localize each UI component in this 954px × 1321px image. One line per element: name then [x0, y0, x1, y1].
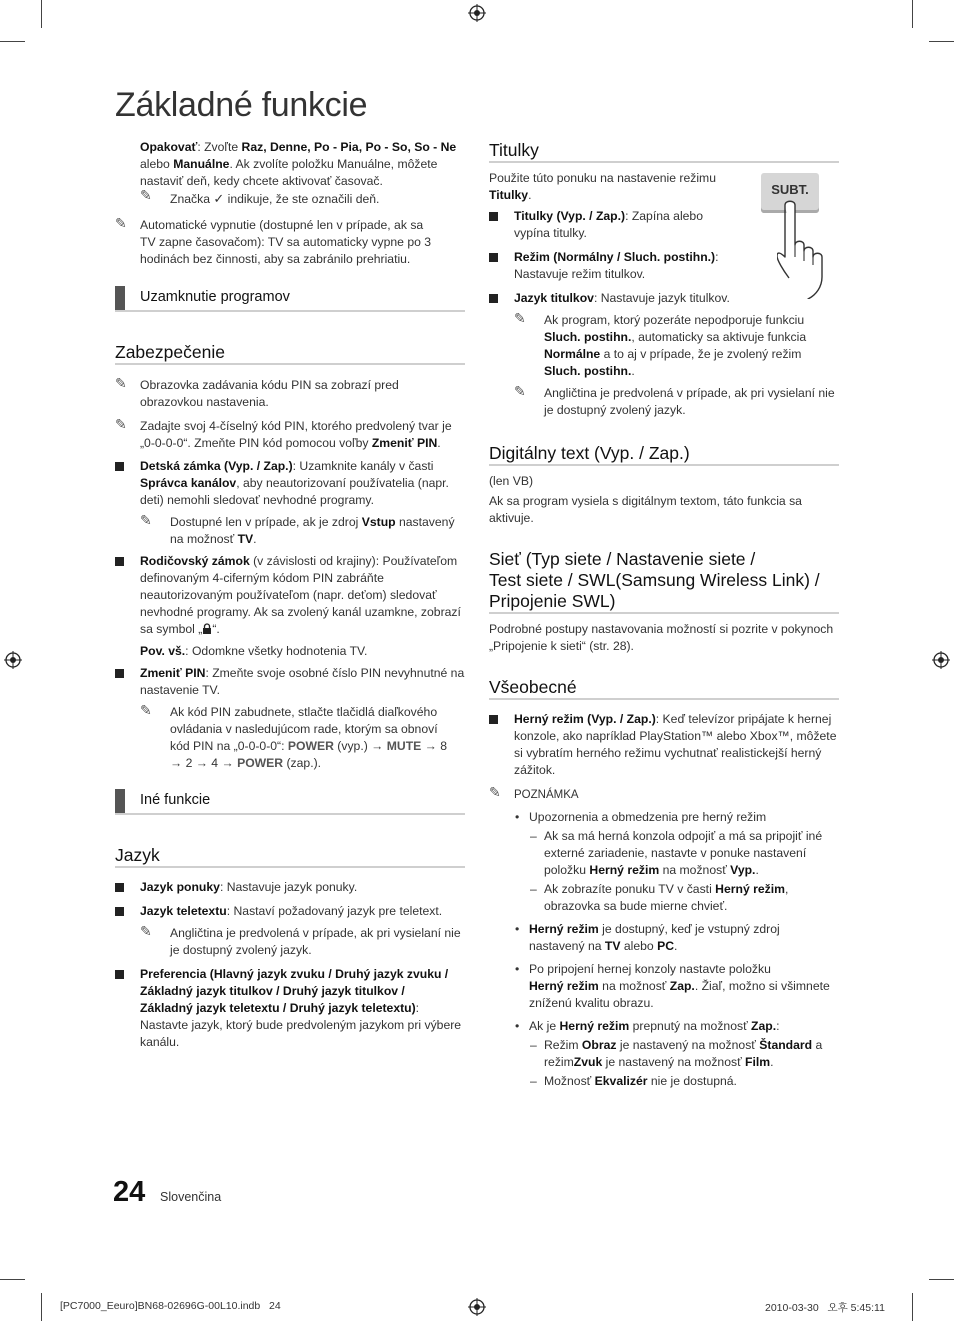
text: alebo — [140, 157, 174, 171]
text: , aby neautorizovaní používatelia (napr. — [236, 476, 449, 490]
lock-icon — [202, 623, 212, 634]
pc-ref: PC — [657, 939, 674, 953]
change-pin-ref: Zmeniť PIN — [371, 436, 438, 450]
parental-lock-item — [115, 553, 492, 660]
teletext-language-label: Jazyk teletextu — [140, 904, 227, 918]
game-mode-ref: Herný režim — [589, 863, 660, 877]
text: Možnosť — [544, 1074, 595, 1088]
note-dash-item: – Ak sa má herná konzola odpojiť a má sa pripojiť iné externé zariadenie, nastavte v ponuke nastavení položku Herný režim na možnosť Vyp.. — [529, 828, 866, 879]
text: (zap.). — [283, 756, 322, 770]
text: Ak program, ktorý pozeráte nepodporuje funkciu — [544, 313, 805, 327]
text: (len VB) — [489, 474, 534, 488]
titulky-intro: Použite túto ponuku na nastavenie režimu Titulky. — [489, 170, 749, 204]
text: nie je dostupná. — [647, 1074, 737, 1088]
subtitle-mode-item: Režim (Normálny / Sluch. postihn.): Nastavuje režim titulkov. — [489, 249, 774, 283]
text: nevhodné programy. Ak sa zvolený kanál uzamkne, zobrazí — [140, 605, 461, 619]
channel-manager-ref: Správca kanálov — [140, 476, 237, 490]
registration-mark-icon — [468, 1298, 486, 1316]
text: na možnosť — [659, 863, 731, 877]
text: deti) nemohli sledovať nevhodné programy. — [140, 493, 375, 507]
text: : Zmeňte svoje osobné číslo PIN nevyhnutné na — [205, 666, 465, 680]
dash-icon: – — [530, 1074, 537, 1088]
teletext-note — [140, 925, 492, 959]
section-bar — [115, 789, 125, 813]
text: vypína titulky. — [514, 226, 587, 240]
text: Ak zobrazíte ponuku TV v časti — [544, 882, 716, 896]
text: si vybratím herného režimu vychutnať realistickejší herný — [514, 746, 822, 760]
subtitles-onoff-item — [489, 208, 774, 242]
text: Zadajte svoj 4-číselný kód PIN, ktorého predvolený tvar je — [140, 419, 452, 433]
subtitle-note-1: ✎ Ak program, ktorý pozeráte nepodporuje funkciu Sluch. postihn., automaticky sa aktivuje funkcia Normálne a to aj v prípade, že je zvolený režim Sluch. postihn.. — [514, 312, 866, 380]
pointing-hand-icon — [777, 199, 841, 299]
section-title: Iné funkcie — [140, 792, 211, 808]
film-ref: Film — [745, 1055, 771, 1069]
text: indikuje, že ste označili deň. — [227, 192, 380, 206]
bullet-square-icon — [489, 715, 498, 724]
dash-icon: – — [530, 1038, 537, 1052]
note-pencil-icon: ✎ — [140, 187, 152, 203]
text: a to aj v prípade, že je zvolený režim — [600, 347, 802, 361]
text: : Nastavuje jazyk ponuky. — [219, 880, 358, 894]
text: konzole, ako napríklad PlayStation™ alebo Xbox™, môžete — [514, 729, 837, 743]
text: Režim — [544, 1038, 582, 1052]
pin-reset-note — [140, 704, 492, 772]
text: Angličtina je predvolená v prípade, ak pri vysielaní nie — [544, 386, 835, 400]
dash-icon: – — [530, 829, 537, 843]
bullet-square-icon — [489, 253, 498, 262]
text: → 2 → 4 → — [170, 756, 238, 770]
text: Upozornenia a obmedzenia pre herný režim — [529, 810, 767, 824]
change-pin-label: Zmeniť PIN — [140, 666, 206, 680]
text: Angličtina je predvolená v prípade, ak pri vysielaní nie — [170, 926, 461, 940]
game-mode-ref: Herný režim — [559, 1019, 630, 1033]
footer-timestamp: 2010-03-30 오후 5:45:11 — [765, 1302, 885, 1314]
child-lock-item — [115, 458, 492, 548]
text: obrazovka sa bude mierne chvieť. — [544, 899, 728, 913]
text: : Zapína alebo — [625, 209, 703, 223]
text: . Ak zvolíte položku Manuálne, môžete — [229, 157, 438, 171]
text: režim — [544, 1055, 574, 1069]
registration-mark-icon — [4, 651, 22, 669]
text: : Keď televízor pripájate k hernej — [655, 712, 832, 726]
section-other-header — [115, 789, 465, 815]
normal-ref: Normálne — [544, 347, 601, 361]
zabezpecenie-note2: ✎ Zadajte svoj 4-číselný kód PIN, ktorého predvolený tvar je „0-0-0-0“. Zmeňte PIN kód pomocou voľby Zmeniť PIN. — [115, 418, 492, 452]
text: „0-0-0-0“. Zmeňte PIN kód pomocou voľby — [140, 436, 372, 450]
subtitle-language-item — [489, 290, 866, 419]
standard-ref: Štandard — [759, 1038, 813, 1052]
digital-text-body — [489, 473, 841, 527]
preference-label: Základný jazyk titulkov / Druhý jazyk titulkov / — [140, 984, 405, 998]
jazyk-heading: Jazyk — [115, 844, 465, 868]
crop-mark — [912, 1293, 913, 1321]
text: Ak kód PIN zabudnete, stlačte tlačidlá diaľkového — [170, 705, 438, 719]
text: je nastavený na možnosť — [602, 1055, 746, 1069]
note-dash-item: – Ak zobrazíte ponuku TV v časti Herný režim, obrazovka sa bude mierne chvieť. — [529, 881, 866, 915]
crop-mark — [41, 0, 42, 28]
text: : Nastavuje jazyk titulkov. — [593, 291, 730, 305]
subtitles-onoff-label: Titulky (Vyp. / Zap.) — [514, 209, 626, 223]
digital-text-heading: Digitálny text (Vyp. / Zap.) — [489, 442, 839, 466]
dash-icon: – — [530, 882, 537, 896]
text: → 8 — [421, 739, 448, 753]
crop-mark — [929, 41, 954, 42]
text: alebo — [620, 939, 658, 953]
child-lock-label: Detská zámka (Vyp. / Zap.) — [140, 459, 293, 473]
network-body — [489, 621, 841, 655]
text: „Pripojenie k sieti“ (str. 28). — [489, 639, 634, 653]
repeat-label: Opakovať — [140, 140, 198, 154]
network-heading — [489, 549, 839, 614]
parental-lock-label: Rodičovský zámok — [140, 554, 250, 568]
preference-label: Základný jazyk teletextu / Druhý jazyk teletextu) — [140, 1001, 416, 1015]
text: Dostupné len v prípade, ak je zdroj — [170, 515, 362, 529]
game-mode-item — [489, 711, 866, 779]
hearing-impaired-ref: Sluch. postihn. — [544, 364, 632, 378]
bullet-square-icon — [489, 294, 498, 303]
bullet-square-icon — [115, 669, 124, 678]
note-pencil-icon: ✎ — [489, 784, 501, 800]
bullet-square-icon — [115, 883, 124, 892]
text: zážitok. — [514, 763, 556, 777]
note-bullet-1 — [514, 809, 866, 915]
section-title: Uzamknutie programov — [140, 289, 290, 305]
note-bullet-3 — [514, 961, 866, 1012]
menu-language-label: Jazyk ponuky — [140, 880, 220, 894]
text: : Zvoľte — [197, 140, 242, 154]
bullet-dot-icon: • — [515, 1019, 520, 1033]
text: Použite túto ponuku na nastavenie režimu — [489, 171, 716, 185]
text: definovaným 4-ciferným kódom PIN zabráňte — [140, 571, 384, 585]
tv-ref: TV — [604, 939, 621, 953]
note-pencil-icon: ✎ — [115, 375, 127, 391]
bullet-square-icon — [489, 212, 498, 221]
game-mode-label: Herný režim (Vyp. / Zap.) — [514, 712, 656, 726]
note-dash-item: – Režim Obraz je nastavený na možnosť Štandard a režimZvuk je nastavený na možnosť Film. — [530, 1038, 823, 1069]
note-label: POZNÁMKA — [514, 789, 579, 801]
text: nastavený na — [529, 939, 605, 953]
network-heading-line: Pripojenie SWL) — [489, 591, 616, 611]
bullet-dot-icon: • — [515, 962, 520, 976]
off-ref: Vyp. — [730, 863, 756, 877]
section-bar — [115, 286, 125, 310]
text: Značka — [170, 192, 210, 206]
text: : Nastaví požadovaný jazyk pre teletext. — [226, 904, 443, 918]
text: Ak sa má herná konzola odpojiť a má sa pripojiť iné — [544, 829, 823, 843]
text: . Žiaľ, možno si všimnete — [694, 979, 830, 993]
text: Nastavte jazyk, ktorý bude predvoleným jazykom pri výbere — [140, 1018, 462, 1032]
subtitle-mode-label: Režim (Normálny / Sluch. postihn.) — [514, 250, 716, 264]
note-bullet-4: • Ak je Herný režim prepnutý na možnosť Zap.: – Režim Obraz je nastavený na možnosť Štandard a režimZvuk je nastavený na možnosť Film. – Možnosť Ekvalizér nie je dostupná. — [514, 1018, 866, 1090]
change-pin-item — [115, 665, 492, 772]
sound-ref: Zvuk — [573, 1055, 603, 1069]
manual-option: Manuálne — [173, 157, 230, 171]
subtitle-ref: Titulky — [489, 188, 529, 202]
text: Ak sa program vysiela s digitálnym textom, táto funkcia sa — [489, 494, 802, 508]
text: Ak je — [529, 1019, 560, 1033]
bullet-dot-icon: • — [515, 922, 520, 936]
page-title: Základné funkcie — [115, 86, 368, 124]
text: Nastavuje režim titulkov. — [514, 267, 646, 281]
text: Obrazovka zadávania kódu PIN sa zobrazí pred — [140, 378, 399, 392]
bullet-square-icon — [115, 462, 124, 471]
text: je dostupný zvolený jazyk. — [544, 403, 686, 417]
crop-mark — [0, 41, 25, 42]
text: hodinách bez činnosti, aby sa zabránilo prehriatiu. — [140, 252, 411, 266]
text: je nastavený na možnosť — [616, 1038, 760, 1052]
note-pencil-icon: ✎ — [514, 310, 526, 326]
bullet-square-icon — [115, 557, 124, 566]
crop-mark — [0, 1279, 25, 1280]
page-language: Slovenčina — [160, 1190, 222, 1204]
text: nastavenie TV. — [140, 683, 220, 697]
preference-label: Preferencia (Hlavný jazyk zvuku / Druhý jazyk zvuku / — [140, 967, 449, 981]
text: je dostupný, keď je vstupný zdroj — [598, 922, 780, 936]
note-dash-item — [529, 1073, 866, 1090]
registration-mark-icon — [932, 651, 950, 669]
general-heading: Všeobecné — [489, 676, 839, 700]
on-ref: Zap. — [669, 979, 695, 993]
crop-mark — [41, 1293, 42, 1321]
text: a — [812, 1038, 823, 1052]
text: neautorizovaným používateľom (napr. deťom) sledovať — [140, 588, 437, 602]
text: aktivuje. — [489, 511, 534, 525]
note-block — [489, 784, 866, 1090]
titulky-heading: Titulky — [489, 139, 839, 163]
text: ovládania v nasledujúcom rade, ktorým sa obnoví — [170, 722, 438, 736]
text: kanálu. — [140, 1035, 180, 1049]
power-key: POWER — [287, 739, 334, 753]
note-pencil-icon: ✎ — [115, 416, 127, 432]
subt-button-label: SUBT. — [771, 182, 809, 197]
text: prepnutý na možnosť — [629, 1019, 752, 1033]
on-ref: Zap. — [751, 1019, 777, 1033]
game-mode-ref: Herný režim — [529, 922, 599, 936]
text: zníženú kvalitu obrazu. — [529, 996, 654, 1010]
text: : Uzamknite kanály v časti — [292, 459, 434, 473]
source-ref: Vstup — [361, 515, 396, 529]
auto-off-note — [115, 217, 492, 268]
allow-all-label: Pov. vš. — [140, 644, 186, 658]
text: na možnosť — [170, 532, 238, 546]
text: : Odomkne všetky hodnotenia TV. — [185, 644, 368, 658]
bullet-square-icon — [115, 907, 124, 916]
text: TV zapne časovačom): TV sa automaticky vypne po 3 — [140, 235, 432, 249]
registration-mark-icon — [468, 4, 486, 22]
equalizer-ref: Ekvalizér — [594, 1074, 648, 1088]
text: Po pripojení hernej konzoly nastavte položku — [529, 962, 771, 976]
repeat-options: Raz, Denne, Po - Pia, Po - So, So - Ne — [241, 140, 457, 154]
subtitle-language-label: Jazyk titulkov — [514, 291, 594, 305]
child-lock-note: ✎ Dostupné len v prípade, ak je zdroj Vstup nastavený na možnosť TV. — [140, 512, 455, 546]
network-heading-line: Test siete / SWL(Samsung Wireless Link) / — [489, 570, 820, 590]
text: (vyp.) → — [333, 739, 387, 753]
checkmark-icon: ✓ — [213, 191, 225, 206]
crop-mark — [912, 0, 913, 28]
tv-ref: TV — [237, 532, 254, 546]
note-pencil-icon: ✎ — [115, 215, 127, 231]
menu-language-item — [115, 879, 492, 896]
teletext-language-item — [115, 903, 492, 959]
note-pencil-icon: ✎ — [514, 383, 526, 399]
bullet-square-icon — [115, 970, 124, 979]
preference-item: Preferencia (Hlavný jazyk zvuku / Druhý jazyk zvuku / Základný jazyk titulkov / Druhý jazyk titulkov / Základný jazyk teletextu / Druhý jazyk teletextu): Nastavte jazyk, ktorý bude predvoleným jazykom pri výbere kanálu. — [115, 966, 492, 1051]
text: , automaticky sa aktivuje funkcia — [631, 330, 807, 344]
hearing-impaired-ref: Sluch. postihn. — [544, 330, 632, 344]
text: Automatické vypnutie (dostupné len v prípade, ak sa — [140, 218, 424, 232]
text: kód PIN na „0-0-0-0“: — [170, 739, 288, 753]
text: je dostupný zvolený jazyk. — [170, 943, 312, 957]
note-bullet-2: • Herný režim je dostupný, keď je vstupný zdroj nastavený na TV alebo PC. — [515, 922, 780, 953]
text: (v závislosti od krajiny): Používateľom — [249, 554, 458, 568]
text: sa symbol „ — [140, 622, 203, 636]
text: “. — [212, 622, 220, 636]
note-pencil-icon: ✎ — [140, 702, 152, 718]
subtitle-note-2 — [514, 385, 866, 419]
text: Podrobné postupy nastavovania možností si pozrite v pokynoch — [489, 622, 834, 636]
note-pencil-icon: ✎ — [140, 923, 152, 939]
bullet-dot-icon: • — [515, 810, 520, 824]
page-number: 24 — [113, 1176, 146, 1208]
power-key: POWER — [237, 756, 284, 770]
section-lock-header — [115, 286, 465, 312]
game-mode-ref: Herný režim — [715, 882, 785, 896]
repeat-paragraph — [140, 139, 470, 208]
text: na možnosť — [598, 979, 670, 993]
crop-mark — [929, 1279, 954, 1280]
text: nastavený — [395, 515, 455, 529]
text: nastaviť deň, kedy chcete aktivovať časovač. — [140, 174, 383, 188]
picture-ref: Obraz — [581, 1038, 617, 1052]
network-heading-line: Sieť (Typ siete / Nastavenie siete / — [489, 549, 756, 569]
text: položku — [544, 863, 590, 877]
zabezpecenie-heading: Zabezpečenie — [115, 341, 465, 365]
text: obrazovkou nastavenia. — [140, 395, 269, 409]
zabezpecenie-note1 — [115, 377, 492, 411]
mute-key: MUTE — [386, 739, 422, 753]
text: externé zariadenie, nastavte v ponuke nastavení — [544, 846, 807, 860]
footer-file-info: [PC7000_Eeuro]BN68-02696G-00L10.indb 24 — [60, 1300, 281, 1312]
note-pencil-icon: ✎ — [140, 512, 152, 528]
game-mode-ref: Herný režim — [529, 979, 599, 993]
